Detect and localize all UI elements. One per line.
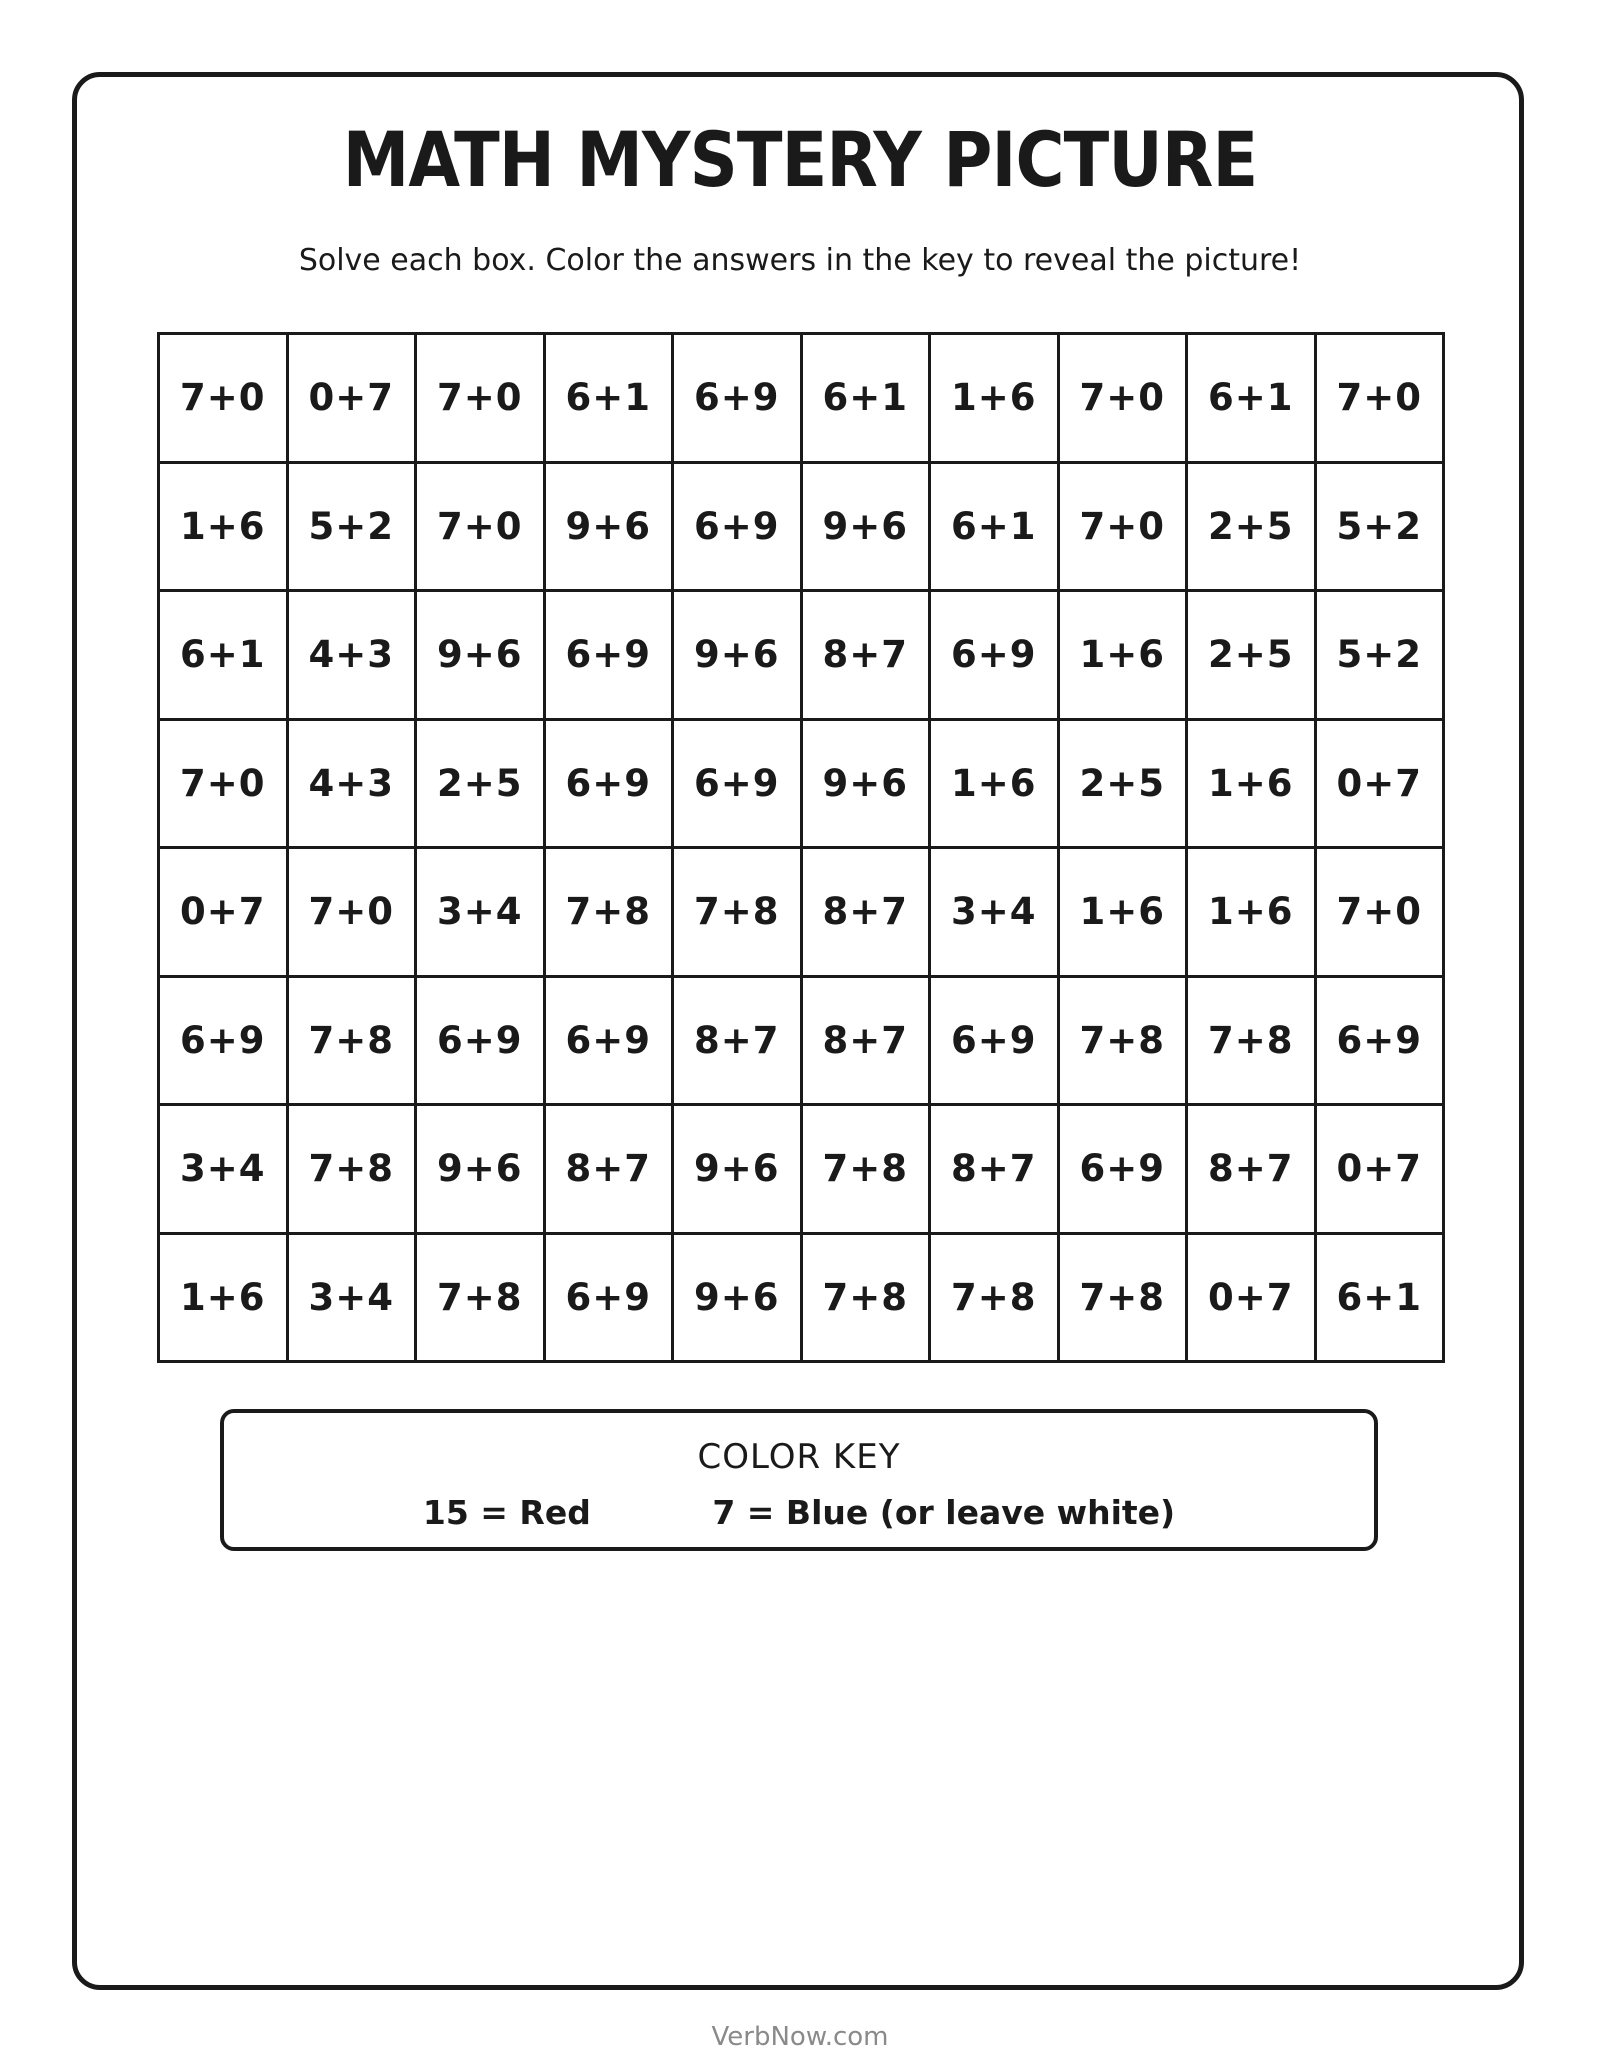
grid-cell[interactable]: 7+0 (1317, 849, 1446, 978)
grid-cell[interactable]: 7+0 (160, 721, 289, 850)
grid-cell[interactable]: 7+8 (803, 1106, 932, 1235)
grid-cell[interactable]: 1+6 (931, 721, 1060, 850)
grid-cell[interactable]: 8+7 (674, 978, 803, 1107)
grid-cell[interactable]: 7+8 (546, 849, 675, 978)
grid-cell[interactable]: 6+1 (160, 592, 289, 721)
grid-cell[interactable]: 7+0 (160, 335, 289, 464)
grid-cell[interactable]: 1+6 (1060, 849, 1189, 978)
grid-cell[interactable]: 6+9 (931, 592, 1060, 721)
grid-cell[interactable]: 6+9 (674, 464, 803, 593)
grid-cell[interactable]: 2+5 (417, 721, 546, 850)
grid-cell[interactable]: 9+6 (803, 464, 932, 593)
puzzle-grid (157, 332, 1445, 1363)
grid-cell[interactable]: 7+8 (1060, 978, 1189, 1107)
grid-cell[interactable]: 7+8 (417, 1235, 546, 1364)
grid-cell[interactable]: 9+6 (546, 464, 675, 593)
grid-cell[interactable]: 3+4 (160, 1106, 289, 1235)
grid-cell[interactable]: 8+7 (546, 1106, 675, 1235)
grid-cell[interactable]: 6+1 (546, 335, 675, 464)
grid-cell[interactable]: 2+5 (1060, 721, 1189, 850)
grid-cell[interactable]: 7+8 (1188, 978, 1317, 1107)
footer-watermark: VerbNow.com (711, 2022, 889, 2052)
grid-cell[interactable]: 7+8 (931, 1235, 1060, 1364)
grid-cell[interactable]: 8+7 (803, 592, 932, 721)
grid-cell[interactable]: 2+5 (1188, 464, 1317, 593)
grid-cell[interactable]: 0+7 (289, 335, 418, 464)
grid-cell[interactable]: 1+6 (1188, 721, 1317, 850)
grid-cell[interactable]: 9+6 (674, 592, 803, 721)
color-key-items (224, 1493, 1374, 1532)
grid-cell[interactable]: 1+6 (1060, 592, 1189, 721)
grid-cell[interactable]: 6+9 (417, 978, 546, 1107)
grid-cell[interactable]: 7+0 (417, 335, 546, 464)
grid-cell[interactable]: 5+2 (289, 464, 418, 593)
grid-cell[interactable]: 6+9 (546, 721, 675, 850)
grid-cell[interactable]: 6+9 (674, 721, 803, 850)
grid-cell[interactable]: 9+6 (417, 1106, 546, 1235)
grid-cell[interactable]: 3+4 (289, 1235, 418, 1364)
grid-cell[interactable]: 8+7 (803, 849, 932, 978)
grid-cell[interactable]: 7+0 (1060, 464, 1189, 593)
grid-cell[interactable]: 0+7 (1188, 1235, 1317, 1364)
grid-cell[interactable]: 8+7 (1188, 1106, 1317, 1235)
grid-cell[interactable]: 7+0 (289, 849, 418, 978)
grid-cell[interactable]: 1+6 (931, 335, 1060, 464)
grid-cell[interactable]: 0+7 (1317, 1106, 1446, 1235)
grid-cell[interactable]: 7+8 (289, 1106, 418, 1235)
grid-cell[interactable]: 7+8 (1060, 1235, 1189, 1364)
grid-cell[interactable]: 3+4 (417, 849, 546, 978)
grid-cell[interactable]: 5+2 (1317, 592, 1446, 721)
grid-cell[interactable]: 7+8 (289, 978, 418, 1107)
grid-cell[interactable]: 4+3 (289, 721, 418, 850)
grid-cell[interactable]: 9+6 (674, 1106, 803, 1235)
grid-cell[interactable]: 6+1 (931, 464, 1060, 593)
grid-cell[interactable]: 6+9 (546, 978, 675, 1107)
grid-cell[interactable]: 1+6 (160, 1235, 289, 1364)
grid-cell[interactable]: 6+9 (931, 978, 1060, 1107)
color-key-item-red: 15 = Red (422, 1493, 591, 1532)
grid-cell[interactable]: 9+6 (803, 721, 932, 850)
grid-cell[interactable]: 6+9 (1060, 1106, 1189, 1235)
instructions-text: Solve each box. Color the answers in the key to reveal the picture! (298, 243, 1302, 278)
grid-cell[interactable]: 7+8 (674, 849, 803, 978)
grid-cell[interactable]: 0+7 (160, 849, 289, 978)
grid-cell[interactable]: 1+6 (160, 464, 289, 593)
grid-cell[interactable]: 6+1 (1188, 335, 1317, 464)
grid-cell[interactable]: 6+9 (1317, 978, 1446, 1107)
color-key-title: COLOR KEY (697, 1437, 901, 1477)
grid-cell[interactable]: 5+2 (1317, 464, 1446, 593)
worksheet-title: MATH MYSTERY PICTURE (342, 115, 1258, 204)
grid-cell[interactable]: 1+6 (1188, 849, 1317, 978)
grid-cell[interactable]: 6+1 (803, 335, 932, 464)
grid-cell[interactable]: 0+7 (1317, 721, 1446, 850)
grid-cell[interactable]: 7+0 (417, 464, 546, 593)
grid-cell[interactable]: 3+4 (931, 849, 1060, 978)
grid-cell[interactable]: 7+8 (803, 1235, 932, 1364)
grid-cell[interactable]: 6+9 (546, 592, 675, 721)
grid-cell[interactable]: 6+9 (160, 978, 289, 1107)
grid-cell[interactable]: 8+7 (803, 978, 932, 1107)
grid-cell[interactable]: 8+7 (931, 1106, 1060, 1235)
grid-cell[interactable]: 6+1 (1317, 1235, 1446, 1364)
grid-cell[interactable]: 6+9 (674, 335, 803, 464)
color-key-item-blue: 7 = Blue (or leave white) (712, 1493, 1176, 1532)
grid-cell[interactable]: 7+0 (1317, 335, 1446, 464)
color-key-box (220, 1409, 1378, 1551)
grid-cell[interactable]: 7+0 (1060, 335, 1189, 464)
grid-cell[interactable]: 4+3 (289, 592, 418, 721)
grid-cell[interactable]: 6+9 (546, 1235, 675, 1364)
grid-cell[interactable]: 9+6 (674, 1235, 803, 1364)
grid-cell[interactable]: 9+6 (417, 592, 546, 721)
grid-cell[interactable]: 2+5 (1188, 592, 1317, 721)
